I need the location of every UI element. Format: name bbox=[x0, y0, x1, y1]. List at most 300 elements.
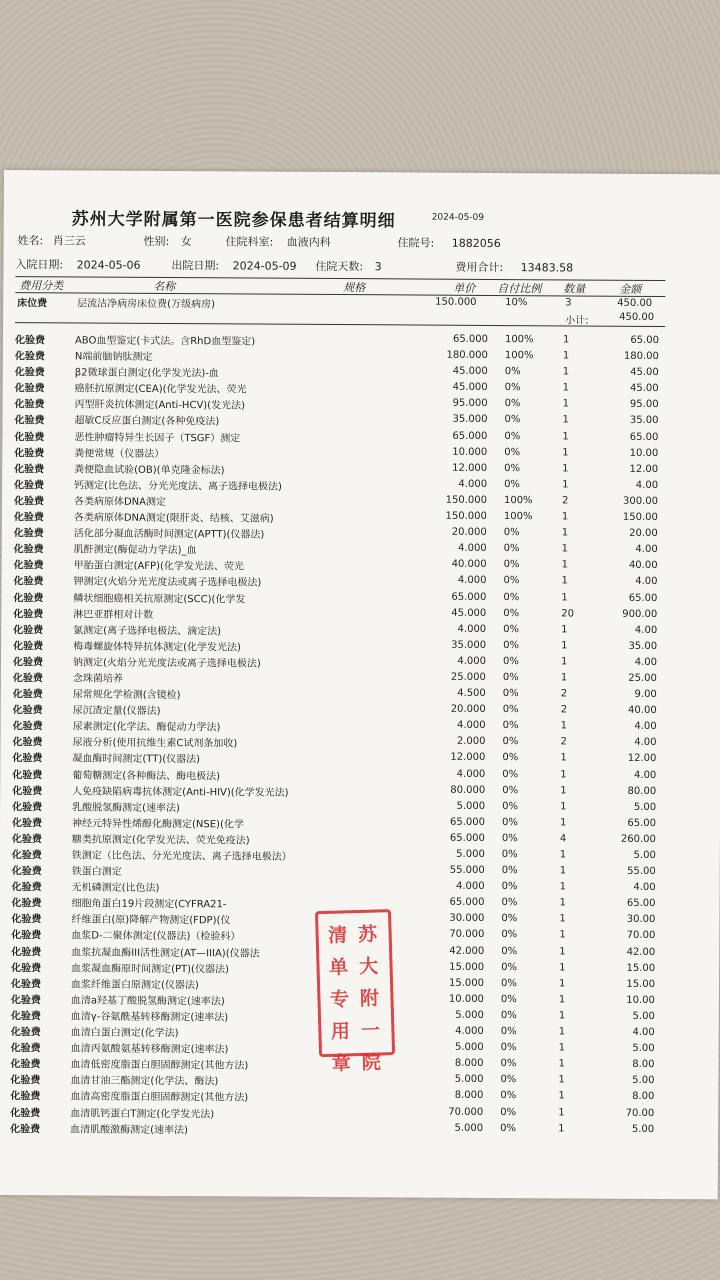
item-amount: 5.00 bbox=[632, 1075, 655, 1087]
item-qty: 1 bbox=[562, 479, 569, 491]
item-amount: 65.00 bbox=[626, 898, 656, 910]
item-price: 4.000 bbox=[456, 720, 486, 732]
item-category: 化验费 bbox=[10, 1027, 41, 1039]
item-price: 150.000 bbox=[445, 510, 487, 522]
item-ratio: 0% bbox=[503, 527, 520, 539]
item-price: 5.000 bbox=[456, 800, 486, 812]
subtotal-value: 450.00 bbox=[619, 311, 655, 323]
item-qty: 1 bbox=[559, 929, 566, 941]
patient-name: 肖三云 bbox=[52, 234, 86, 248]
stamp-left-text: 清 单 专 用 章 bbox=[327, 924, 352, 1075]
item-amount: 35.00 bbox=[628, 640, 658, 652]
item-qty: 1 bbox=[562, 398, 569, 410]
item-price: 4.000 bbox=[457, 575, 487, 587]
days-label: 住院天数: bbox=[315, 259, 364, 274]
item-price: 5.000 bbox=[455, 1009, 484, 1021]
item-price: 4.000 bbox=[455, 880, 485, 893]
item-qty: 1 bbox=[559, 962, 566, 974]
item-ratio: 0% bbox=[504, 462, 521, 474]
item-ratio: 0% bbox=[501, 929, 518, 941]
item-ratio: 0% bbox=[502, 672, 519, 684]
item-price: 150.000 bbox=[445, 494, 488, 506]
item-name: 尿素测定(化学法、酶促动力学法) bbox=[72, 721, 221, 734]
discharge-date: 2024-05-09 bbox=[232, 259, 297, 273]
item-ratio: 0% bbox=[504, 478, 520, 491]
item-amount: 4.00 bbox=[634, 656, 658, 668]
item-category: 化验费 bbox=[12, 785, 43, 797]
item-ratio: 0% bbox=[502, 655, 519, 668]
item-name: 粪便常规（仪器法） bbox=[74, 448, 165, 460]
item-name: 甲胎蛋白测定(AFP)(化学发光法、荧光 bbox=[73, 560, 244, 573]
admit-date: 2024-05-06 bbox=[76, 258, 141, 272]
name-label: 姓名: bbox=[17, 234, 44, 248]
item-name: 血清高密度脂蛋白胆固醇测定(其他方法) bbox=[70, 1091, 249, 1104]
stamp-right-text: 苏 大 附 一 院 bbox=[357, 923, 382, 1074]
item-price: 15.000 bbox=[449, 977, 485, 989]
item-name: 血清甘油三酯测定(化学法、酶法) bbox=[70, 1075, 219, 1088]
item-price: 8.000 bbox=[454, 1057, 484, 1070]
item-amount: 8.00 bbox=[632, 1059, 655, 1071]
days-row bbox=[315, 258, 381, 274]
item-ratio: 0% bbox=[503, 607, 520, 619]
item-qty: 1 bbox=[559, 849, 567, 861]
sex-label: 性别: bbox=[143, 234, 170, 249]
item-qty: 1 bbox=[558, 1106, 565, 1118]
item-ratio: 0% bbox=[503, 543, 520, 555]
subtotal-label: 小计: bbox=[565, 315, 589, 327]
item-ratio: 0% bbox=[501, 913, 518, 925]
admit-row bbox=[15, 256, 140, 273]
item-ratio: 0% bbox=[504, 398, 521, 410]
settlement-sheet bbox=[0, 170, 720, 1199]
item-category: 化验费 bbox=[10, 1091, 41, 1103]
item-name: 血清肌钙蛋白T测定(化学发光法) bbox=[70, 1107, 215, 1120]
item-ratio: 0% bbox=[503, 639, 520, 651]
item-qty: 1 bbox=[561, 624, 568, 636]
item-amount: 260.00 bbox=[620, 833, 656, 845]
item-ratio: 0% bbox=[502, 800, 519, 812]
item-ratio: 0% bbox=[502, 720, 519, 732]
bed-price: 150.000 bbox=[435, 296, 477, 308]
item-amount: 4.00 bbox=[634, 624, 658, 636]
item-category: 化验费 bbox=[11, 882, 42, 894]
print-date: 2024-05-09 bbox=[431, 212, 485, 223]
item-price: 45.000 bbox=[451, 607, 487, 619]
item-qty: 1 bbox=[558, 1010, 566, 1022]
item-amount: 20.00 bbox=[629, 527, 658, 540]
item-name: 钠测定(火焰分光光度法或离子选择电极法) bbox=[72, 657, 261, 670]
item-category: 化验费 bbox=[10, 1010, 41, 1023]
item-name: 超敏C反应蛋白测定(各种免疫法) bbox=[74, 415, 220, 428]
item-ratio: 0% bbox=[504, 382, 521, 394]
item-price: 4.000 bbox=[458, 542, 487, 555]
item-name: 尿沉渣定量(仪器法) bbox=[72, 705, 161, 718]
item-qty: 1 bbox=[562, 447, 569, 459]
item-amount: 15.00 bbox=[626, 978, 656, 990]
header-amount: 金额 bbox=[619, 282, 642, 296]
item-category: 化验费 bbox=[14, 367, 45, 379]
item-category: 化验费 bbox=[14, 383, 45, 395]
item-amount: 180.00 bbox=[623, 350, 659, 363]
item-amount: 65.00 bbox=[630, 334, 660, 347]
item-category: 化验费 bbox=[10, 1075, 41, 1087]
official-stamp bbox=[315, 909, 395, 1075]
item-ratio: 0% bbox=[500, 1074, 517, 1086]
document-title: 苏州大学附属第一医院参保患者结算明细 bbox=[71, 209, 396, 232]
item-amount: 4.00 bbox=[635, 544, 658, 556]
item-category: 化验费 bbox=[13, 560, 44, 572]
item-qty: 1 bbox=[559, 897, 566, 909]
item-category: 化验费 bbox=[10, 978, 42, 990]
inpatient-no-row bbox=[398, 234, 501, 251]
item-amount: 4.00 bbox=[635, 479, 659, 491]
item-name: 血浆抗凝血酶III活性测定(AT—IIIA)(仪器法 bbox=[71, 946, 260, 960]
dept-row bbox=[226, 233, 331, 250]
item-qty: 1 bbox=[562, 430, 569, 443]
item-amount: 4.00 bbox=[633, 882, 656, 894]
discharge-row bbox=[171, 257, 296, 274]
item-qty: 1 bbox=[558, 1122, 565, 1135]
item-ratio: 0% bbox=[502, 784, 519, 796]
item-price: 15.000 bbox=[449, 961, 485, 973]
item-name: 尿常规化学检测(含镜检) bbox=[72, 689, 181, 702]
item-category: 化验费 bbox=[11, 930, 42, 942]
item-amount: 150.00 bbox=[622, 511, 658, 524]
bed-category: 床位费 bbox=[17, 298, 48, 310]
item-qty: 1 bbox=[560, 672, 568, 684]
item-category: 化验费 bbox=[13, 640, 44, 653]
item-qty: 1 bbox=[560, 656, 568, 668]
item-amount: 65.00 bbox=[628, 592, 658, 604]
item-name: 细胞角蛋白19片段测定(CYFRA21- bbox=[71, 898, 227, 911]
item-ratio: 0% bbox=[501, 865, 518, 877]
item-qty: 1 bbox=[559, 913, 566, 925]
item-category: 化验费 bbox=[11, 850, 42, 862]
item-name: 铁测定（比色法、分光光度法、离子选择电极法） bbox=[71, 850, 292, 863]
item-ratio: 100% bbox=[504, 334, 534, 346]
item-ratio: 0% bbox=[504, 430, 521, 442]
item-name: 血清肌酸激酶测定(速率法) bbox=[70, 1124, 188, 1136]
item-category: 化验费 bbox=[10, 1059, 41, 1071]
item-amount: 12.00 bbox=[629, 463, 659, 475]
item-amount: 9.00 bbox=[634, 688, 657, 701]
item-name: 人免疫缺陷病毒抗体测定(Anti-HIV)(化学发光法) bbox=[72, 786, 289, 799]
item-price: 10.000 bbox=[452, 446, 488, 458]
item-qty: 1 bbox=[559, 881, 567, 893]
item-name: 纤维蛋白(原)降解产物测定(FDP)(仪 bbox=[71, 914, 231, 927]
item-ratio: 0% bbox=[502, 768, 519, 780]
item-ratio: 0% bbox=[501, 897, 518, 909]
item-qty: 1 bbox=[562, 350, 570, 362]
item-category: 化验费 bbox=[11, 866, 42, 878]
item-name: 钾测定(火焰分光光度法或离子选择电极法) bbox=[73, 576, 262, 589]
item-ratio: 0% bbox=[501, 977, 517, 989]
item-qty: 1 bbox=[559, 978, 566, 990]
item-name: 淋巴亚群相对计数 bbox=[73, 609, 154, 621]
item-qty: 1 bbox=[561, 511, 569, 523]
item-price: 12.000 bbox=[452, 462, 488, 474]
item-qty: 1 bbox=[560, 801, 567, 813]
item-qty: 1 bbox=[558, 1074, 565, 1086]
item-name: 血清γ-谷氨酰基转移酶测定(速率法) bbox=[70, 1011, 229, 1024]
item-amount: 40.00 bbox=[628, 704, 657, 717]
item-price: 5.000 bbox=[454, 1041, 484, 1054]
inpatient-no-label: 住院号: bbox=[397, 236, 435, 250]
item-price: 95.000 bbox=[452, 398, 488, 410]
item-ratio: 0% bbox=[501, 816, 518, 828]
item-category: 化验费 bbox=[14, 351, 45, 363]
item-name: N端前脑钠肽测定 bbox=[74, 351, 153, 364]
item-price: 55.000 bbox=[449, 864, 485, 877]
item-qty: 1 bbox=[558, 1026, 566, 1038]
item-ratio: 100% bbox=[503, 511, 533, 523]
item-amount: 5.00 bbox=[631, 1123, 655, 1135]
total-row bbox=[455, 259, 573, 276]
item-name: 肌酐测定(酶促动力学法)_血 bbox=[73, 544, 197, 557]
item-ratio: 0% bbox=[501, 961, 518, 973]
item-category: 化验费 bbox=[13, 576, 44, 588]
inpatient-no: 1882056 bbox=[451, 236, 501, 251]
item-category: 化验费 bbox=[14, 415, 45, 427]
patient-sex: 女 bbox=[180, 235, 192, 249]
item-qty: 1 bbox=[561, 640, 568, 652]
item-name: 各类病原体DNA测定 bbox=[73, 496, 167, 508]
item-qty: 1 bbox=[561, 527, 569, 539]
item-ratio: 0% bbox=[504, 366, 521, 378]
total-value: 13483.58 bbox=[520, 261, 574, 275]
item-category: 化验费 bbox=[14, 447, 45, 459]
item-category: 化验费 bbox=[12, 721, 43, 733]
item-ratio: 0% bbox=[501, 945, 518, 957]
item-name: 神经元特异性烯醇化酶测定(NSE)(化学 bbox=[71, 818, 244, 831]
item-price: 2.000 bbox=[456, 736, 486, 748]
item-name: 糖类抗原测定(化学发光法、荧光免疫法) bbox=[71, 834, 250, 847]
item-amount: 70.00 bbox=[625, 1107, 655, 1119]
item-category: 化验费 bbox=[12, 801, 43, 813]
item-price: 40.000 bbox=[451, 559, 487, 571]
item-amount: 10.00 bbox=[626, 994, 655, 1006]
item-category: 化验费 bbox=[11, 914, 42, 926]
item-amount: 95.00 bbox=[629, 399, 659, 411]
item-qty: 1 bbox=[558, 1090, 565, 1102]
sex-row bbox=[144, 233, 192, 249]
item-amount: 45.00 bbox=[630, 367, 659, 379]
item-ratio: 0% bbox=[501, 849, 518, 861]
item-name: 血清白蛋白测定(化学法) bbox=[70, 1027, 179, 1040]
item-price: 80.000 bbox=[450, 784, 486, 796]
item-price: 20.000 bbox=[450, 703, 486, 716]
item-name: 各类病原体DNA测定(限肝炎、结核、艾滋病) bbox=[73, 512, 274, 525]
item-qty: 1 bbox=[562, 414, 569, 426]
item-qty: 1 bbox=[560, 752, 567, 764]
item-price: 25.000 bbox=[450, 671, 486, 683]
item-amount: 5.00 bbox=[632, 1042, 655, 1055]
item-amount: 55.00 bbox=[627, 865, 656, 878]
item-price: 45.000 bbox=[452, 365, 488, 378]
item-category: 化验费 bbox=[14, 335, 45, 347]
item-price: 5.000 bbox=[456, 848, 485, 860]
item-amount: 300.00 bbox=[622, 495, 659, 507]
item-ratio: 0% bbox=[502, 752, 519, 764]
item-price: 65.000 bbox=[449, 897, 485, 909]
item-name: β2微球蛋白测定(化学发光法)-血 bbox=[74, 367, 219, 380]
header-ratio: 自付比例 bbox=[497, 282, 542, 296]
item-ratio: 0% bbox=[502, 704, 519, 716]
item-category: 化验费 bbox=[14, 463, 45, 476]
item-name: 尿液分析(使用抗维生素C试剂条加收) bbox=[72, 737, 238, 750]
item-amount: 4.00 bbox=[632, 1026, 655, 1039]
item-price: 4.000 bbox=[455, 1025, 484, 1037]
item-category: 化验费 bbox=[10, 1107, 41, 1119]
item-category: 化验费 bbox=[12, 769, 43, 781]
item-price: 65.000 bbox=[449, 816, 486, 828]
item-price: 4.000 bbox=[456, 768, 486, 780]
item-qty: 2 bbox=[560, 704, 568, 716]
item-qty: 2 bbox=[560, 736, 567, 748]
item-name: 粪便隐血试验(OB)(单克隆金标法) bbox=[74, 464, 225, 477]
item-price: 70.000 bbox=[448, 1106, 484, 1118]
item-price: 10.000 bbox=[448, 993, 484, 1005]
item-name: 血浆纤维蛋白原测定(仪器法) bbox=[70, 979, 199, 991]
item-ratio: 0% bbox=[503, 575, 520, 587]
item-category: 化验费 bbox=[11, 833, 42, 846]
item-price: 180.000 bbox=[446, 349, 488, 362]
item-name: 血浆D-二聚体测定(仪器法)（检验科） bbox=[71, 930, 241, 943]
item-ratio: 0% bbox=[500, 1042, 517, 1054]
item-name: 无机磷测定(比色法) bbox=[71, 882, 160, 895]
header-spec: 规格 bbox=[343, 281, 366, 295]
item-amount: 5.00 bbox=[633, 849, 656, 861]
item-price: 8.000 bbox=[454, 1090, 484, 1102]
item-amount: 35.00 bbox=[629, 415, 659, 427]
item-price: 65.000 bbox=[449, 832, 485, 844]
item-amount: 42.00 bbox=[626, 946, 656, 958]
item-ratio: 0% bbox=[504, 414, 521, 426]
item-price: 4.000 bbox=[457, 623, 487, 635]
item-qty: 1 bbox=[559, 865, 567, 877]
item-name: 梅毒螺旋体特异抗体测定(化学发光法) bbox=[73, 641, 241, 654]
item-ratio: 0% bbox=[500, 1090, 517, 1102]
item-category: 化验费 bbox=[11, 898, 42, 910]
item-ratio: 0% bbox=[501, 881, 518, 893]
item-ratio: 0% bbox=[500, 1122, 517, 1134]
bed-amount: 450.00 bbox=[617, 297, 653, 309]
item-price: 65.000 bbox=[452, 333, 489, 345]
total-label: 费用合计: bbox=[455, 260, 504, 275]
dept-label: 住院科室: bbox=[225, 235, 274, 249]
item-name: 凝血酶时间测定(TT)(仪器法) bbox=[72, 753, 201, 766]
item-amount: 4.00 bbox=[635, 576, 658, 588]
item-name: 钙测定(比色法、分光光度法、离子选择电极法) bbox=[74, 480, 282, 493]
item-category: 化验费 bbox=[13, 512, 44, 524]
item-amount: 4.00 bbox=[634, 737, 657, 749]
item-category: 化验费 bbox=[10, 1123, 41, 1135]
days-value: 3 bbox=[374, 260, 382, 274]
item-amount: 10.00 bbox=[629, 447, 659, 459]
item-price: 4.000 bbox=[457, 655, 487, 667]
item-price: 12.000 bbox=[450, 752, 486, 764]
table-row bbox=[10, 1119, 660, 1139]
item-amount: 30.00 bbox=[626, 914, 656, 926]
item-name: 鳞状细胞癌相关抗原测定(SCC)(化学发 bbox=[73, 592, 246, 605]
patient-name-row bbox=[18, 232, 86, 248]
item-amount: 5.00 bbox=[632, 1010, 655, 1022]
item-price: 65.000 bbox=[451, 591, 487, 603]
item-category: 化验费 bbox=[13, 608, 44, 620]
item-category: 化验费 bbox=[13, 624, 44, 636]
item-ratio: 0% bbox=[501, 832, 518, 845]
item-qty: 1 bbox=[562, 463, 569, 475]
item-qty: 1 bbox=[560, 785, 567, 797]
item-qty: 2 bbox=[561, 495, 569, 507]
item-qty: 1 bbox=[559, 817, 567, 829]
item-price: 4.000 bbox=[458, 478, 488, 490]
item-amount: 25.00 bbox=[628, 672, 657, 684]
discharge-label: 出院日期: bbox=[171, 259, 220, 273]
header-name: 名称 bbox=[153, 279, 176, 294]
item-price: 20.000 bbox=[451, 526, 487, 539]
item-price: 42.000 bbox=[449, 945, 485, 957]
item-ratio: 0% bbox=[500, 1009, 517, 1022]
item-name: 血清低密度脂蛋白胆固醇测定(其他方法) bbox=[70, 1059, 249, 1072]
item-price: 45.000 bbox=[452, 382, 488, 394]
item-category: 化验费 bbox=[10, 1043, 41, 1055]
item-amount: 900.00 bbox=[622, 608, 658, 620]
item-name: 乳酸脱氢酶测定(速率法) bbox=[72, 802, 180, 814]
item-amount: 4.00 bbox=[634, 721, 657, 733]
bed-subtotal-row bbox=[15, 306, 665, 327]
item-amount: 12.00 bbox=[627, 753, 657, 765]
item-name: 恶性肿瘤特异生长因子（TSGF）测定 bbox=[74, 431, 241, 445]
item-category: 化验费 bbox=[12, 673, 43, 685]
item-category: 化验费 bbox=[13, 592, 44, 604]
item-price: 70.000 bbox=[449, 929, 485, 941]
item-ratio: 0% bbox=[500, 1026, 517, 1038]
admit-label: 入院日期: bbox=[15, 258, 64, 272]
item-qty: 1 bbox=[558, 994, 566, 1006]
item-category: 化验费 bbox=[10, 994, 41, 1007]
item-name: 氯测定(离子选择电极法、滴定法) bbox=[73, 625, 222, 638]
item-ratio: 100% bbox=[504, 350, 534, 362]
item-name: 铁蛋白测定 bbox=[71, 866, 122, 878]
item-ratio: 0% bbox=[503, 591, 520, 603]
item-category: 化验费 bbox=[12, 656, 44, 669]
item-qty: 1 bbox=[560, 768, 567, 780]
item-category: 化验费 bbox=[14, 431, 45, 443]
item-qty: 4 bbox=[559, 833, 567, 845]
item-amount: 15.00 bbox=[626, 962, 656, 974]
item-amount: 45.00 bbox=[630, 383, 659, 395]
item-price: 30.000 bbox=[449, 913, 485, 925]
item-price: 4.500 bbox=[457, 687, 486, 700]
item-qty: 1 bbox=[558, 1058, 565, 1070]
item-name: 活化部分凝血活酶时间测定(APTT)(仪器法) bbox=[73, 528, 265, 541]
item-ratio: 100% bbox=[503, 494, 533, 507]
item-name: 念珠菌培养 bbox=[72, 673, 123, 685]
bed-ratio: 10% bbox=[505, 297, 528, 309]
item-qty: 1 bbox=[562, 334, 570, 346]
item-name: 丙型肝炎抗体测定(Anti-HCV)(发光法) bbox=[74, 399, 246, 412]
item-name: ABO血型鉴定(卡式法。含RhD血型鉴定) bbox=[74, 335, 256, 348]
item-qty: 1 bbox=[561, 559, 569, 571]
item-category: 化验费 bbox=[13, 496, 45, 508]
item-category: 化验费 bbox=[13, 528, 44, 540]
item-price: 5.000 bbox=[454, 1074, 484, 1086]
item-price: 35.000 bbox=[452, 414, 488, 426]
item-category: 化验费 bbox=[12, 705, 43, 717]
item-category: 化验费 bbox=[12, 753, 43, 765]
item-name: 葡萄糖测定(各种酶法、酶电极法) bbox=[72, 769, 221, 782]
